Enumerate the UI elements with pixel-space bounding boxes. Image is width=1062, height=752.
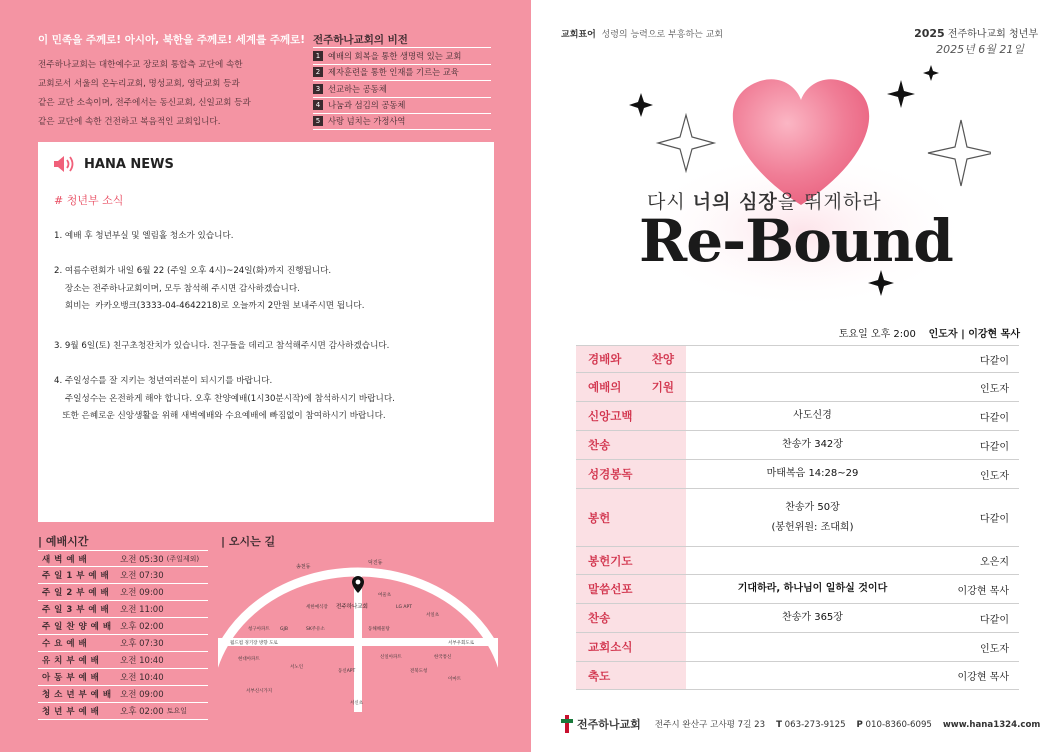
vision-text: 선교하는 공동체 [328, 83, 387, 94]
worship-name: 청 년 부 예 배 [42, 707, 100, 717]
church-logo-icon [561, 715, 573, 733]
vision-list [313, 47, 491, 130]
order-row [576, 547, 1019, 575]
footer-phone: 010-8360-6095 [865, 720, 932, 730]
map-label: 현대아파트 [238, 657, 260, 662]
map-label: 신일아파트 [380, 655, 402, 660]
worship-name: 청 소 년 부 예 배 [42, 690, 112, 700]
worship-name: 주 일 3 부 예 배 [42, 605, 110, 615]
worship-order-table [576, 345, 1019, 690]
order-name: 성경봉독 [576, 460, 686, 488]
news-line: 장소는 전주하나교회이며, 모두 참석해 주시면 감사하겠습니다. [54, 283, 300, 294]
order-content: 찬송가 342장 [782, 439, 843, 450]
map-church-label: 전주하나교회 [336, 604, 368, 610]
vision-text: 사랑 넘치는 가정사역 [328, 116, 406, 127]
order-person: 인도자 [980, 643, 1009, 655]
order-person: 인도자 [980, 383, 1009, 395]
map-label: 동해해물탕 [368, 627, 390, 632]
vision-item [313, 80, 491, 97]
news-subtitle: # 청년부 소식 [54, 194, 124, 207]
order-row [576, 431, 1019, 460]
worship-row [38, 635, 208, 652]
news-line: 주일성수는 온전하게 해야 합니다. 오후 찬양예배(1시30분시작)에 참석하시기 바랍니다. [54, 393, 395, 404]
vision-item [313, 97, 491, 114]
worship-time: 오전 10:40 [120, 673, 164, 683]
worship-row [38, 567, 208, 584]
map-label: 전북도청 [410, 669, 428, 674]
vision-text: 제자훈련을 통한 인재를 기르는 교육 [328, 67, 459, 78]
news-line: 4. 주일성수를 잘 지키는 청년여러분이 되시기를 바랍니다. [54, 376, 273, 386]
worship-row [38, 584, 208, 601]
directions-title: | 오시는 길 [221, 535, 276, 548]
news-line: 또한 은혜로운 신앙생활을 위해 새벽예배와 수요예배에 빠짐없이 참여하시기 바랍니다. [54, 411, 386, 421]
vision-item [313, 113, 491, 130]
order-row [576, 604, 1019, 633]
worship-time: 오후 07:30 [120, 639, 164, 649]
worship-time-title: | 예배시간 [38, 535, 89, 548]
news-header [52, 154, 174, 174]
vision-number: 4 [313, 100, 323, 110]
theme-sub-a: 다시 [647, 191, 693, 213]
order-content: 사도신경 [793, 410, 832, 421]
order-person: 인도자 [980, 470, 1009, 482]
map-label: 덕진동 [368, 560, 383, 566]
order-name: 찬송 [576, 604, 686, 632]
order-row [576, 633, 1019, 662]
vision-text: 예배의 회복을 통한 생명력 있는 교회 [328, 50, 462, 61]
order-content: 기대하라, 하나님이 일하실 것이다 [737, 583, 888, 594]
order-person: 다같이 [980, 614, 1009, 626]
directions-map [218, 552, 498, 712]
map-label: 동신APT [338, 669, 356, 674]
map-label: 세한예식장 [306, 605, 328, 610]
vision-number: 2 [313, 67, 323, 77]
intro-line: 같은 교단에 속한 건전하고 복음적인 교회입니다. [38, 117, 221, 127]
order-person: 다같이 [980, 412, 1009, 424]
news-box [38, 142, 494, 522]
worship-note: (주일제외) [166, 554, 200, 563]
order-name: 경배와 찬양 [576, 346, 686, 372]
service-info [839, 325, 1020, 340]
heart-illustration [611, 55, 991, 315]
order-name: 말씀선포 [576, 575, 686, 603]
worship-time: 오후 02:00 [120, 622, 164, 632]
vision-number: 1 [313, 51, 323, 61]
order-row [576, 489, 1019, 547]
worship-name: 수 요 예 배 [42, 639, 88, 649]
order-content [686, 498, 939, 538]
order-name: 교회소식 [576, 633, 686, 661]
intro-line: 같은 교단 소속이며, 전주에서는 동신교회, 신일교회 등과 [38, 98, 251, 108]
intro-line: 전주하나교회는 대한예수교 장로회 통합측 교단에 속한 [38, 60, 243, 70]
worship-row [38, 686, 208, 703]
news-item [54, 373, 395, 426]
theme-sub-c: 을 뛰게하라 [777, 191, 882, 213]
order-row [576, 402, 1019, 431]
worship-row [38, 618, 208, 635]
map-label: 서신초 [350, 701, 364, 706]
news-line: 2. 여름수련회가 내일 6월 22 (주일 오후 4시)~24일(화)까지 진행됩니다. [54, 266, 332, 276]
order-row [576, 575, 1019, 604]
vision-number: 3 [313, 84, 323, 94]
worship-time: 오전 07:30 [120, 571, 164, 581]
order-row [576, 373, 1019, 402]
map-label: 서부신시가지 [246, 689, 273, 694]
church-motto [561, 27, 723, 40]
worship-note: 토요일 [166, 707, 187, 715]
vision-item [313, 47, 491, 64]
worship-time: 오전 11:00 [120, 605, 164, 615]
map-label: 송천동 [296, 564, 311, 570]
motto-label: 교회표어 [561, 30, 596, 40]
order-content-line: 찬송가 50장 [785, 501, 840, 513]
order-person: 다같이 [980, 355, 1009, 367]
footer-phone-label: P [856, 720, 863, 730]
news-line: 회비는 카카오뱅크(3333-04-4642218)로 오늘까지 2만원 보내주시면 됩니다. [54, 301, 365, 311]
map-label: 서일초 [426, 613, 440, 618]
order-content: 마태복음 14:28~29 [766, 468, 859, 479]
map-label: GJB [280, 627, 288, 632]
footer [561, 715, 1040, 733]
bulletin-header [914, 25, 1038, 40]
service-leader: 인도자 | 이강현 목사 [928, 329, 1020, 340]
order-content-line: (봉헌위원: 조대희) [771, 521, 854, 533]
service-time: 토요일 오후 2:00 [838, 329, 916, 340]
worship-row [38, 652, 208, 669]
speaker-icon [52, 154, 76, 174]
order-row [576, 345, 1019, 373]
vision-title: 전주하나교회의 비전 [313, 34, 408, 46]
news-item [54, 228, 233, 246]
order-name: 축도 [576, 662, 686, 689]
worship-name: 주 일 1 부 예 배 [42, 571, 110, 581]
news-item [54, 263, 364, 316]
theme-title: Re-Bound [639, 207, 953, 275]
worship-name: 새 벽 예 배 [42, 554, 88, 565]
footer-tel-label: T [776, 720, 782, 730]
order-name: 신앙고백 [576, 402, 686, 430]
vision-text: 나눔과 섬김의 공동체 [328, 100, 406, 111]
footer-tel: 063-273-9125 [784, 720, 846, 730]
church-intro [38, 56, 274, 132]
news-title: HANA NEWS [84, 156, 174, 172]
bulletin-org: 전주하나교회 청년부 [944, 29, 1038, 40]
order-row [576, 460, 1019, 489]
map-label: 서노인 [290, 665, 304, 670]
order-person: 오은지 [980, 557, 1009, 568]
theme-sub-b: 너의 심장 [692, 191, 778, 213]
news-line: 1. 예배 후 청년부실 및 엘림홀 청소가 있습니다. [54, 231, 234, 241]
order-person: 이강현 목사 [957, 585, 1009, 597]
slogan: 이 민족을 주께로! 아시아, 북한을 주께로! 세계를 주께로! [38, 34, 306, 46]
footer-website: www.hana1324.com [942, 720, 1041, 730]
worship-row [38, 550, 208, 567]
order-name: 예배의 기원 [576, 373, 686, 401]
footer-church-name: 전주하나교회 [577, 718, 641, 731]
worship-time-table [38, 550, 208, 720]
map-label: 월드컵 경기장 방향 도로 [230, 641, 278, 646]
order-person: 다같이 [980, 441, 1009, 453]
worship-row [38, 601, 208, 618]
order-name: 봉헌기도 [576, 547, 686, 574]
map-label: LG APT [396, 605, 412, 610]
worship-name: 주 일 2 부 예 배 [42, 588, 110, 598]
order-content: 찬송가 365장 [782, 612, 843, 623]
right-panel [531, 0, 1062, 752]
news-line: 3. 9월 6일(토) 친구초청잔치가 있습니다. 친구들을 데리고 참석해주시면 감사하겠습니다. [54, 341, 390, 351]
order-name: 봉헌 [576, 489, 686, 546]
order-person: 다같이 [980, 514, 1009, 525]
order-name: 찬송 [576, 431, 686, 459]
worship-name: 주 일 찬 양 예 배 [42, 622, 112, 632]
motto-text: 성령의 능력으로 부흥하는 교회 [595, 30, 724, 40]
worship-time: 오전 05:30 [120, 554, 164, 565]
map-label: SK주유소 [306, 627, 325, 632]
worship-row [38, 669, 208, 686]
order-row [576, 662, 1019, 690]
worship-time: 오전 10:40 [120, 656, 164, 666]
location-pin-icon [352, 576, 364, 593]
map-label: 한국통신 [434, 655, 452, 660]
worship-time: 오전 09:00 [120, 690, 164, 700]
footer-address: 전주시 완산구 고사평 7길 23 [654, 720, 766, 730]
map-label: 서부우회도로 [448, 641, 475, 646]
worship-name: 유 치 부 예 배 [42, 656, 100, 666]
map-label: 청구아파트 [248, 627, 270, 632]
worship-time: 오후 02:00 [120, 707, 164, 717]
map-label: 이마트 [448, 677, 462, 682]
footer-contact [655, 718, 1041, 730]
worship-name: 아 동 부 예 배 [42, 673, 100, 683]
map-label: 여울초 [378, 593, 392, 598]
worship-time: 오전 09:00 [120, 588, 164, 598]
bulletin-date: 2025년 6월 21일 [936, 43, 1024, 56]
vision-item [313, 64, 491, 81]
bulletin-year: 2025 [914, 27, 945, 40]
news-item [54, 338, 389, 356]
worship-row [38, 703, 208, 720]
intro-line: 교회로서 서울의 온누리교회, 명성교회, 영락교회 등과 [38, 79, 240, 89]
order-person: 이강현 목사 [957, 672, 1009, 683]
vision-number: 5 [313, 116, 323, 126]
